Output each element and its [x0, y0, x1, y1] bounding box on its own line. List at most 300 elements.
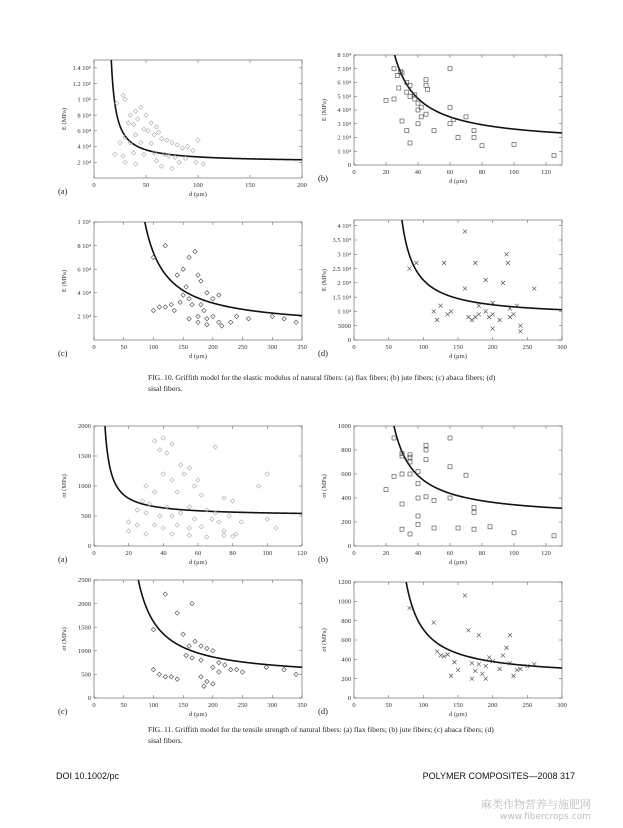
- x-tick-label: 50: [120, 702, 127, 709]
- data-point-diamond: [169, 302, 173, 306]
- data-point-diamond: [196, 273, 200, 277]
- data-point-square: [512, 142, 516, 146]
- data-point-square: [512, 531, 516, 535]
- data-point-cross: [532, 287, 536, 291]
- plot-frame: [354, 426, 562, 546]
- x-tick-label: 50: [385, 344, 392, 351]
- data-point-square: [408, 472, 412, 476]
- data-point-diamond: [151, 627, 155, 631]
- data-point-cross: [432, 309, 436, 313]
- data-point-cross: [439, 304, 443, 308]
- data-point-diamond: [192, 517, 196, 521]
- data-point-cross: [484, 309, 488, 313]
- plot-panel-4: [318, 196, 567, 360]
- data-point-diamond: [210, 517, 214, 521]
- data-point-cross: [473, 261, 477, 265]
- data-point-diamond: [199, 493, 203, 497]
- data-point-diamond: [152, 523, 156, 527]
- data-point-diamond: [201, 162, 205, 166]
- x-tick-label: 0: [352, 550, 356, 557]
- y-tick-label: 6 10⁴: [337, 79, 351, 87]
- y-tick-label: 2 10⁴: [77, 159, 91, 167]
- data-point-diamond: [181, 293, 185, 297]
- data-point-diamond: [190, 601, 194, 605]
- plot-panel-8: [318, 560, 567, 718]
- x-tick-label: 350: [297, 344, 307, 351]
- data-point-square: [472, 506, 476, 510]
- x-tick-label: 150: [178, 702, 189, 709]
- data-point-square: [448, 67, 452, 71]
- data-point-diamond: [187, 533, 191, 537]
- data-point-cross: [463, 287, 467, 291]
- data-point-diamond: [159, 164, 163, 168]
- panel-label: (b): [318, 173, 328, 183]
- data-point-diamond: [196, 478, 200, 482]
- x-tick-label: 300: [267, 702, 278, 709]
- data-point-diamond: [190, 302, 194, 306]
- x-tick-label: 80: [229, 550, 236, 557]
- data-point-diamond: [161, 526, 165, 530]
- data-point-diamond: [205, 291, 209, 295]
- x-tick-label: 0: [92, 344, 96, 351]
- data-point-diamond: [118, 140, 122, 144]
- x-tick-label: 100: [418, 702, 429, 709]
- y-tick-label: 600: [341, 471, 351, 479]
- data-point-diamond: [211, 682, 215, 686]
- y-tick-label: 8 10⁴: [337, 52, 351, 60]
- data-point-cross: [518, 324, 522, 328]
- y-tick-label: 1000: [78, 648, 91, 655]
- data-point-diamond: [170, 166, 174, 170]
- data-point-diamond: [234, 314, 238, 318]
- data-point-cross: [473, 669, 477, 673]
- panel-label: (a): [58, 186, 68, 196]
- data-point-diamond: [227, 514, 231, 518]
- data-point-square: [552, 534, 556, 538]
- panel-label: (b): [318, 554, 328, 564]
- data-point-diamond: [152, 133, 156, 137]
- x-tick-label: 350: [297, 702, 307, 709]
- x-tick-label: 100: [418, 344, 429, 351]
- y-tick-label: 1000: [338, 598, 351, 606]
- x-tick-label: 60: [194, 550, 202, 557]
- data-point-diamond: [152, 439, 156, 443]
- data-point-diamond: [211, 314, 215, 318]
- data-point-diamond: [187, 297, 191, 301]
- data-point-cross: [511, 674, 515, 678]
- data-point-diamond: [175, 523, 179, 527]
- data-point-diamond: [123, 160, 127, 164]
- data-point-square: [424, 112, 428, 116]
- data-point-diamond: [170, 442, 174, 446]
- data-point-diamond: [222, 529, 226, 533]
- x-tick-label: 20: [382, 169, 390, 176]
- data-point-diamond: [211, 665, 215, 669]
- data-point-diamond: [154, 158, 158, 162]
- data-point-square: [408, 141, 412, 145]
- x-tick-label: 250: [522, 702, 533, 709]
- x-tick-label: 150: [245, 182, 255, 189]
- data-point-square: [424, 458, 428, 462]
- y-tick-label: 200: [341, 519, 351, 527]
- y-axis-label: σt (MPa): [321, 474, 328, 498]
- plot-panel-1: [58, 39, 307, 198]
- data-point-cross: [511, 312, 515, 316]
- y-tick-label: 2.5 10⁴: [332, 265, 351, 273]
- data-point-diamond: [161, 436, 165, 440]
- data-point-diamond: [228, 320, 232, 324]
- data-point-cross: [432, 621, 436, 625]
- data-point-square: [419, 115, 423, 119]
- data-point-diamond: [187, 526, 191, 530]
- data-point-diamond: [199, 675, 203, 679]
- x-tick-label: 0: [352, 344, 356, 351]
- data-point-cross: [463, 229, 467, 233]
- y-tick-label: 0: [347, 162, 351, 170]
- y-tick-label: 2 10⁴: [337, 280, 351, 288]
- data-point-diamond: [217, 293, 221, 297]
- data-point-diamond: [131, 151, 135, 155]
- data-point-cross: [470, 661, 474, 665]
- x-tick-label: 20: [382, 550, 390, 557]
- data-point-diamond: [205, 317, 209, 321]
- data-point-diamond: [184, 285, 188, 289]
- data-point-cross: [477, 304, 481, 308]
- data-point-cross: [487, 655, 491, 659]
- plot-panel-6: [318, 404, 562, 566]
- data-point-diamond: [205, 679, 209, 683]
- data-point-diamond: [222, 496, 226, 500]
- y-tick-label: 0: [87, 695, 91, 703]
- data-point-diamond: [113, 152, 117, 156]
- x-axis-label: d (μm): [449, 353, 467, 360]
- x-tick-label: 0: [92, 550, 96, 557]
- data-point-diamond: [187, 466, 191, 470]
- y-tick-label: 0: [347, 695, 351, 703]
- data-point-diamond: [165, 451, 169, 455]
- data-point-cross: [487, 315, 491, 319]
- y-tick-label: 1 10⁵: [77, 96, 91, 104]
- data-point-diamond: [211, 297, 215, 301]
- y-tick-label: 1000: [78, 483, 91, 491]
- y-tick-label: 200: [341, 675, 351, 683]
- data-point-square: [432, 129, 436, 133]
- data-point-cross: [470, 318, 474, 322]
- data-point-diamond: [217, 660, 221, 664]
- y-tick-label: 4 10⁴: [337, 222, 351, 230]
- data-point-diamond: [133, 162, 137, 166]
- x-tick-label: 200: [207, 344, 218, 351]
- y-tick-label: 1 10⁴: [337, 148, 351, 156]
- y-tick-label: 3 10⁴: [337, 251, 351, 259]
- data-point-diamond: [121, 93, 125, 97]
- x-tick-label: 300: [267, 344, 278, 351]
- data-point-diamond: [217, 520, 221, 524]
- x-tick-label: 100: [148, 344, 159, 351]
- data-point-diamond: [144, 113, 148, 117]
- data-point-cross: [449, 674, 453, 678]
- data-point-diamond: [126, 529, 130, 533]
- x-tick-label: 40: [414, 550, 422, 557]
- data-point-diamond: [144, 484, 148, 488]
- plot-frame: [354, 55, 562, 165]
- x-tick-label: 150: [453, 702, 463, 709]
- x-tick-label: 80: [478, 169, 486, 176]
- griffith-curve: [390, 34, 562, 133]
- data-point-square: [448, 436, 452, 440]
- data-point-diamond: [139, 140, 143, 144]
- data-point-diamond: [222, 533, 226, 537]
- data-point-diamond: [178, 463, 182, 467]
- data-point-cross: [491, 327, 495, 331]
- data-point-square: [405, 129, 409, 133]
- data-point-diamond: [223, 663, 227, 667]
- data-point-diamond: [196, 314, 200, 318]
- data-point-diamond: [217, 320, 221, 324]
- data-point-diamond: [178, 300, 182, 304]
- data-point-diamond: [199, 644, 203, 648]
- data-point-square: [392, 474, 396, 478]
- data-point-square: [424, 443, 428, 447]
- panel-label: (a): [58, 554, 68, 564]
- y-tick-label: 5 10⁴: [337, 93, 351, 101]
- x-axis-label: d (μm): [189, 711, 207, 718]
- data-point-square: [392, 436, 396, 440]
- data-point-cross: [453, 660, 457, 664]
- data-point-diamond: [282, 667, 286, 671]
- x-tick-label: 100: [148, 702, 159, 709]
- x-tick-label: 120: [541, 169, 551, 176]
- data-point-diamond: [149, 121, 153, 125]
- data-point-diamond: [265, 472, 269, 476]
- y-tick-label: 0: [347, 337, 351, 345]
- x-tick-label: 20: [125, 550, 132, 557]
- y-axis-label: E (MPa): [61, 269, 68, 293]
- y-tick-label: 500: [81, 513, 91, 521]
- data-point-diamond: [135, 508, 139, 512]
- watermark: [481, 796, 591, 822]
- data-point-cross: [480, 672, 484, 676]
- x-tick-label: 50: [385, 702, 392, 709]
- x-tick-label: 0: [92, 182, 96, 189]
- data-point-diamond: [158, 514, 162, 518]
- data-point-cross: [466, 628, 470, 632]
- data-point-cross: [456, 668, 460, 672]
- data-point-diamond: [151, 667, 155, 671]
- x-tick-label: 60: [446, 169, 454, 176]
- figure-10-caption: FIG. 10. Griffith model for the elastic modulus of natural fibers: (a) flax fibers; (b) jute fibers; (c) abaca fibers; (d) sisal fibers.: [148, 373, 496, 393]
- data-point-square: [384, 488, 388, 492]
- data-point-cross: [435, 650, 439, 654]
- y-tick-label: 5000: [338, 322, 351, 330]
- data-point-diamond: [131, 122, 135, 126]
- x-tick-label: 120: [541, 550, 551, 557]
- x-tick-label: 50: [142, 182, 150, 189]
- y-tick-label: 400: [341, 656, 351, 664]
- data-point-square: [416, 470, 420, 474]
- data-point-diamond: [170, 140, 174, 144]
- data-point-diamond: [157, 672, 161, 676]
- data-point-square: [552, 153, 556, 157]
- data-point-cross: [484, 677, 488, 681]
- data-point-cross: [449, 309, 453, 313]
- data-point-square: [456, 526, 460, 530]
- y-tick-label: 4 10⁴: [337, 107, 351, 115]
- data-point-square: [488, 525, 492, 529]
- data-point-diamond: [169, 675, 173, 679]
- x-tick-label: 80: [478, 550, 486, 557]
- data-point-cross: [518, 329, 522, 333]
- data-point-cross: [477, 312, 481, 316]
- x-tick-label: 120: [297, 550, 307, 557]
- data-point-diamond: [144, 511, 148, 515]
- plot-panel-3: [58, 201, 307, 361]
- data-point-diamond: [177, 160, 181, 164]
- y-tick-label: 2 10⁴: [77, 313, 91, 321]
- data-point-diamond: [202, 684, 206, 688]
- data-point-diamond: [199, 525, 203, 529]
- data-point-diamond: [170, 478, 174, 482]
- data-point-square: [416, 101, 420, 105]
- data-point-diamond: [220, 324, 224, 328]
- data-point-square: [432, 526, 436, 530]
- x-tick-label: 300: [557, 702, 567, 709]
- data-point-square: [424, 495, 428, 499]
- data-point-square: [416, 122, 420, 126]
- x-axis-label: d (μm): [189, 353, 207, 360]
- x-tick-label: 150: [178, 344, 189, 351]
- data-point-square: [416, 482, 420, 486]
- data-point-diamond: [126, 520, 130, 524]
- data-point-cross: [491, 312, 495, 316]
- x-axis-label: d (μm): [449, 178, 467, 185]
- data-point-diamond: [230, 499, 234, 503]
- y-tick-label: 2000: [78, 600, 91, 608]
- plot-frame: [94, 222, 302, 340]
- griffith-curve: [110, 39, 302, 160]
- x-tick-label: 40: [160, 550, 167, 557]
- footer-doi: DOI 10.1002/pc: [56, 771, 120, 781]
- x-tick-label: 200: [487, 344, 498, 351]
- griffith-curve: [141, 201, 302, 316]
- data-point-square: [464, 115, 468, 119]
- x-tick-label: 100: [193, 182, 203, 189]
- data-point-diamond: [196, 138, 200, 142]
- y-tick-label: 3.5 10⁴: [332, 237, 351, 245]
- data-point-square: [400, 472, 404, 476]
- data-point-cross: [463, 594, 467, 598]
- x-tick-label: 250: [237, 702, 248, 709]
- data-point-diamond: [135, 117, 139, 121]
- griffith-curve: [104, 405, 302, 513]
- data-point-diamond: [133, 109, 137, 113]
- data-point-diamond: [187, 644, 191, 648]
- data-point-cross: [518, 667, 522, 671]
- data-point-square: [395, 74, 399, 78]
- y-tick-label: 1 10⁵: [77, 219, 91, 227]
- data-point-diamond: [181, 632, 185, 636]
- data-point-diamond: [181, 267, 185, 271]
- data-point-diamond: [121, 154, 125, 158]
- data-point-diamond: [240, 670, 244, 674]
- data-point-diamond: [196, 320, 200, 324]
- data-point-square: [448, 122, 452, 126]
- data-point-diamond: [265, 517, 269, 521]
- data-point-diamond: [282, 317, 286, 321]
- x-tick-label: 250: [237, 344, 248, 351]
- data-point-square: [432, 498, 436, 502]
- data-point-diamond: [163, 675, 167, 679]
- data-point-cross: [446, 312, 450, 316]
- data-point-diamond: [175, 490, 179, 494]
- data-point-cross: [505, 646, 509, 650]
- griffith-curve: [399, 196, 562, 309]
- y-tick-label: 2500: [78, 577, 91, 585]
- data-point-diamond: [151, 308, 155, 312]
- data-point-diamond: [178, 511, 182, 515]
- data-point-diamond: [170, 532, 174, 536]
- plot-frame: [354, 220, 562, 340]
- x-axis-label: d (μm): [189, 559, 207, 566]
- data-point-diamond: [175, 273, 179, 277]
- data-point-square: [456, 136, 460, 140]
- data-point-cross: [506, 261, 510, 265]
- data-point-square: [392, 67, 396, 71]
- data-point-square: [400, 527, 404, 531]
- y-tick-label: 4 10⁴: [77, 290, 91, 297]
- data-point-diamond: [199, 279, 203, 283]
- data-point-diamond: [193, 639, 197, 643]
- data-point-diamond: [149, 141, 153, 145]
- data-point-diamond: [144, 532, 148, 536]
- data-point-square: [472, 129, 476, 133]
- y-tick-label: 500: [81, 671, 91, 679]
- data-point-square: [448, 496, 452, 500]
- data-point-diamond: [256, 484, 260, 488]
- x-tick-label: 150: [453, 344, 463, 351]
- y-tick-label: 7 10⁴: [337, 65, 351, 73]
- y-axis-label: E (MPa): [321, 98, 328, 122]
- data-point-square: [408, 453, 412, 457]
- data-point-cross: [498, 318, 502, 322]
- data-point-diamond: [126, 121, 130, 125]
- data-point-diamond: [161, 472, 165, 476]
- y-tick-label: 400: [341, 495, 351, 503]
- data-point-cross: [477, 633, 481, 637]
- data-point-diamond: [205, 646, 209, 650]
- y-axis-label: σt (MPa): [61, 627, 68, 651]
- data-point-cross: [435, 318, 439, 322]
- plot-frame: [94, 580, 302, 698]
- x-tick-label: 200: [487, 702, 498, 709]
- data-point-diamond: [294, 672, 298, 676]
- data-point-square: [480, 144, 484, 148]
- x-axis-label: d (μm): [449, 711, 467, 718]
- plot-panel-7: [58, 557, 307, 718]
- x-tick-label: 250: [522, 344, 533, 351]
- y-tick-label: 1500: [78, 453, 91, 461]
- panel-label: (d): [318, 348, 328, 358]
- y-axis-label: σt (MPa): [61, 474, 68, 498]
- data-point-diamond: [191, 148, 195, 152]
- data-point-diamond: [270, 314, 274, 318]
- watermark-title: 麻类作物营养与施肥网: [481, 798, 591, 811]
- y-tick-label: 1.5 10⁴: [332, 294, 351, 302]
- y-tick-label: 1000: [338, 423, 351, 431]
- data-point-diamond: [187, 317, 191, 321]
- y-tick-label: 3 10⁴: [337, 120, 351, 128]
- data-point-diamond: [175, 143, 179, 147]
